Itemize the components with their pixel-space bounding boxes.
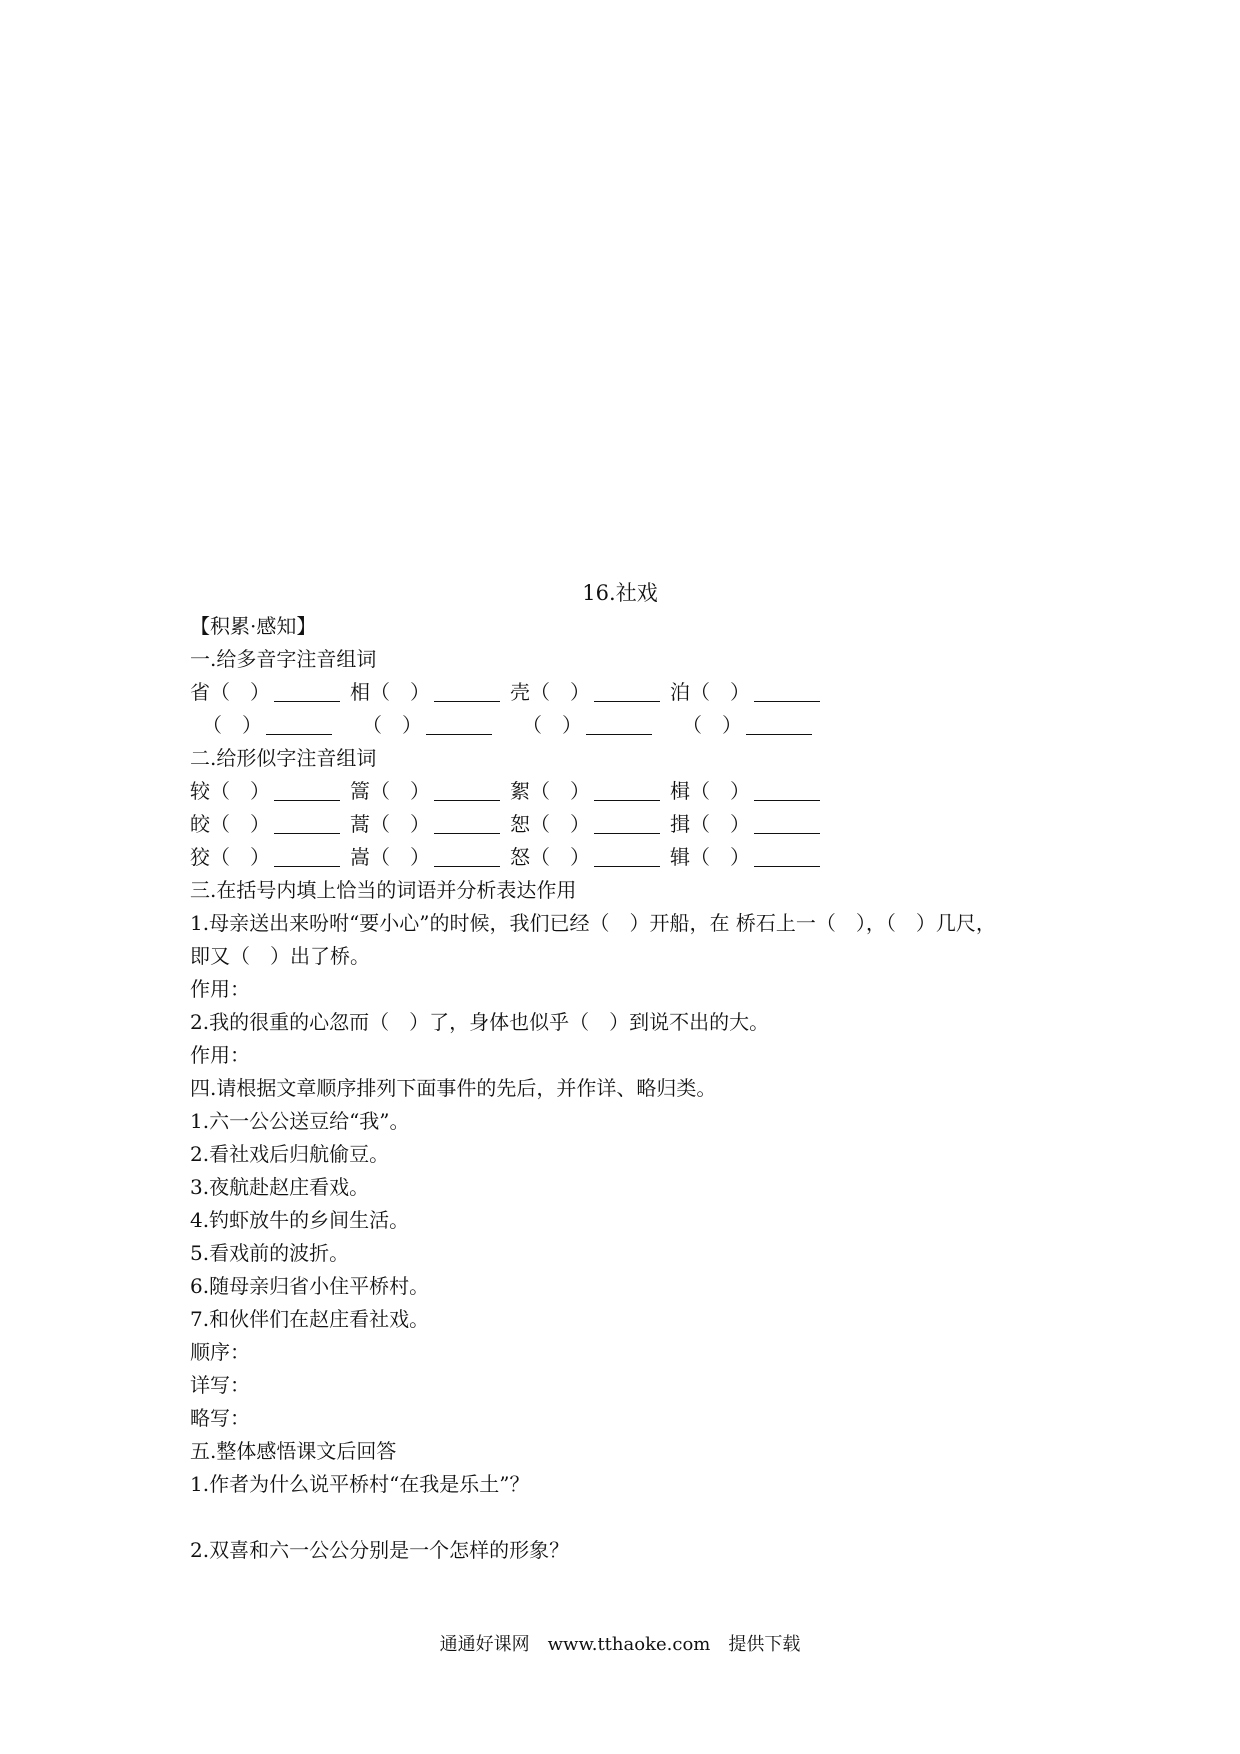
part4-heading: 四.请根据文章顺序排列下面事件的先后，并作详、略归类。 xyxy=(190,1076,717,1100)
fill-item: （ ） xyxy=(522,709,682,742)
fill-item: 蒿（ ） xyxy=(350,808,510,841)
answer-space xyxy=(190,1501,1090,1534)
part5-heading: 五.整体感悟课文后回答 xyxy=(190,1439,397,1463)
fill-item: 絮（ ） xyxy=(510,775,670,808)
answer-blank[interactable] xyxy=(274,813,340,834)
part5-question-1: 1.作者为什么说平桥村“在我是乐土”？ xyxy=(190,1472,530,1496)
answer-blank[interactable] xyxy=(594,846,660,867)
effect-label: 作用： xyxy=(190,1043,250,1067)
fill-item: 省（ ） xyxy=(190,676,350,709)
fill-item: 恕（ ） xyxy=(510,808,670,841)
fill-item: （ ） xyxy=(362,709,522,742)
fill-item: 揖（ ） xyxy=(670,808,830,841)
event-item: 4.钓虾放牛的乡间生活。 xyxy=(190,1208,410,1232)
answer-blank[interactable] xyxy=(754,780,820,801)
event-item: 2.看社戏后归航偷豆。 xyxy=(190,1142,390,1166)
part2-heading: 二.给形似字注音组词 xyxy=(190,746,377,770)
part3-question-2: 2.我的很重的心忽而（ ）了，身体也似乎（ ）到说不出的大。 xyxy=(190,1010,770,1034)
fill-item: （ ） xyxy=(202,709,362,742)
part1-heading: 一.给多音字注音组词 xyxy=(190,647,377,671)
answer-blank[interactable] xyxy=(594,813,660,834)
part1-row-1 xyxy=(190,676,1090,709)
fill-item: 楫（ ） xyxy=(670,775,830,808)
event-item: 7.和伙伴们在赵庄看社戏。 xyxy=(190,1307,430,1331)
answer-blank[interactable] xyxy=(594,780,660,801)
answer-blank[interactable] xyxy=(426,714,492,735)
worksheet-body xyxy=(190,610,1090,1567)
fill-item: 嵩（ ） xyxy=(350,841,510,874)
effect-label: 作用： xyxy=(190,977,250,1001)
answer-blank[interactable] xyxy=(754,813,820,834)
fill-item: 怒（ ） xyxy=(510,841,670,874)
answer-blank[interactable] xyxy=(434,681,500,702)
answer-blank[interactable] xyxy=(746,714,812,735)
fill-item: 篙（ ） xyxy=(350,775,510,808)
fill-item: 壳（ ） xyxy=(510,676,670,709)
answer-blank[interactable] xyxy=(434,780,500,801)
answer-blank[interactable] xyxy=(586,714,652,735)
event-item: 1.六一公公送豆给“我”。 xyxy=(190,1109,410,1133)
event-item: 6.随母亲归省小住平桥村。 xyxy=(190,1274,430,1298)
page-title: 16.社戏 xyxy=(582,581,658,605)
answer-blank[interactable] xyxy=(274,846,340,867)
answer-blank[interactable] xyxy=(434,813,500,834)
fill-item: 皎（ ） xyxy=(190,808,350,841)
answer-blank[interactable] xyxy=(274,780,340,801)
fill-item: 狡（ ） xyxy=(190,841,350,874)
part3-question-1-cont: 即又（ ）出了桥。 xyxy=(190,944,370,968)
answer-blank[interactable] xyxy=(266,714,332,735)
event-item: 5.看戏前的波折。 xyxy=(190,1241,350,1265)
fill-item: 泊（ ） xyxy=(670,676,830,709)
answer-blank[interactable] xyxy=(754,681,820,702)
brief-label: 略写： xyxy=(190,1406,250,1430)
part1-row-2 xyxy=(190,709,1090,742)
section-header: 【积累·感知】 xyxy=(190,614,317,638)
part2-row-2 xyxy=(190,808,1090,841)
order-label: 顺序： xyxy=(190,1340,250,1364)
answer-blank[interactable] xyxy=(594,681,660,702)
fill-item: （ ） xyxy=(682,709,842,742)
part5-question-2: 2.双喜和六一公公分别是一个怎样的形象？ xyxy=(190,1538,570,1562)
fill-item: 较（ ） xyxy=(190,775,350,808)
event-item: 3.夜航赴赵庄看戏。 xyxy=(190,1175,370,1199)
part3-heading: 三.在括号内填上恰当的词语并分析表达作用 xyxy=(190,878,577,902)
fill-item: 相（ ） xyxy=(350,676,510,709)
answer-blank[interactable] xyxy=(434,846,500,867)
fill-item: 辑（ ） xyxy=(670,841,830,874)
detail-label: 详写： xyxy=(190,1373,250,1397)
part2-row-1 xyxy=(190,775,1090,808)
part3-question-1: 1.母亲送出来吩咐“要小心”的时候，我们已经（ ）开船，在 桥石上一（ ），（ ）几尺， xyxy=(190,911,996,935)
part2-row-3 xyxy=(190,841,1090,874)
page-footer: 通通好课网 www.tthaoke.com 提供下载 xyxy=(439,1634,801,1655)
answer-blank[interactable] xyxy=(754,846,820,867)
answer-blank[interactable] xyxy=(274,681,340,702)
